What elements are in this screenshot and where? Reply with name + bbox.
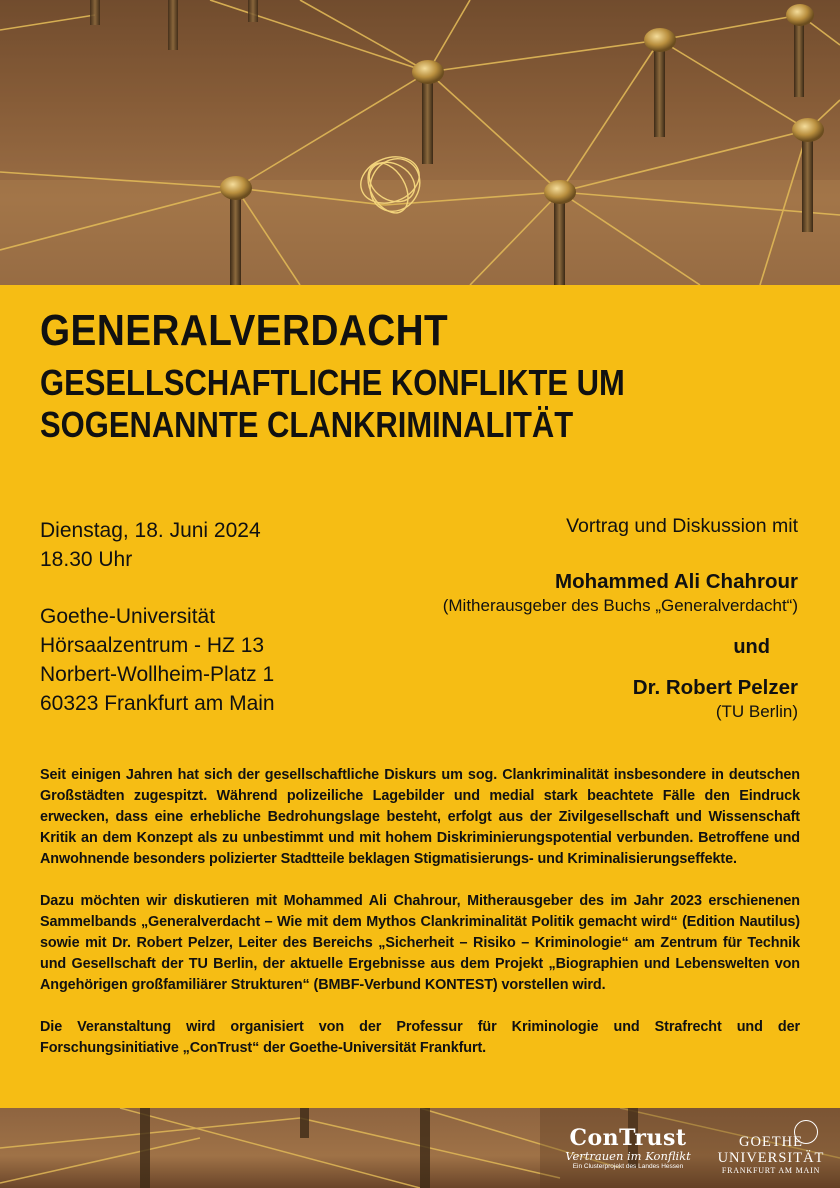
speaker-2-name: Dr. Robert Pelzer	[632, 676, 798, 699]
goethe-logo-line-3: FRANKFURT AM MAIN	[721, 1166, 821, 1175]
title-block	[40, 306, 820, 446]
venue-line: Norbert-Wollheim-Platz 1	[40, 663, 275, 686]
venue-line: Goethe-Universität	[40, 605, 216, 628]
description-paragraph-1: Seit einigen Jahren hat sich der gesellschaftliche Diskurs um sog. Clankriminalität insbesondere in deutschen Großstädten zugespitzt. Während polizeiliche Lagebilder und medial stark beachtete Fälle den Eindruck erwecken, dass eine erhebliche Bedrohungslage besteht, erfolgt aus der Zivilgesellschaft und Wissenschaft Kritik an dem Konzept als zu unbestimmt und mit hohem Diskriminierungspotential verbunden. Betroffene und Anwohnende besonders polizierter Stadtteile beklagen Stigmatisierungs- und Kriminalisierungseffekte.	[40, 767, 800, 867]
description	[40, 765, 800, 1080]
goethe-logo-line-2: UNIVERSITÄT	[717, 1150, 825, 1166]
speakers	[338, 513, 798, 723]
page-subtitle-line-2: SOGENANNTE CLANKRIMINALITÄT	[40, 404, 574, 445]
contrust-logo-subline: Ein Clusterprojekt des Landes Hessen	[572, 1163, 684, 1170]
speaker-1-name: Mohammed Ali Chahrour	[555, 570, 798, 593]
page-title: GENERALVERDACHT	[40, 306, 449, 355]
contrust-logo-tagline: Vertrauen im Konflikt	[565, 1149, 691, 1163]
goethe-portrait-icon	[794, 1120, 818, 1144]
contrust-logo-name: ConTrust	[569, 1125, 687, 1151]
speakers-intro: Vortrag und Diskussion mit	[566, 515, 798, 537]
goethe-university-logo	[712, 1120, 830, 1180]
speaker-2-role: (TU Berlin)	[715, 702, 798, 721]
description-paragraph-3: Die Veranstaltung wird organisiert von der Professur für Kriminologie und Strafrecht und der Forschungsinitiative „ConTrust“ der Goethe-Universität Frankfurt.	[40, 1019, 800, 1056]
speakers-connector: und	[733, 636, 770, 658]
event-time: 18.30 Uhr	[40, 548, 133, 571]
speaker-1-role: (Mitherausgeber des Buchs „Generalverdacht“)	[442, 596, 798, 615]
description-paragraph-2: Dazu möchten wir diskutieren mit Mohammed Ali Chahrour, Mitherausgeber des im Jahr 2023 erschienenen Sammelbands „Generalverdacht – Wie mit dem Mythos Clankriminalität Politik gemacht wird“ (Edition Nautilus) sowie mit Dr. Robert Pelzer, Leiter des Bereichs „Sicherheit – Risiko – Kriminologie“ am Zentrum für Technik und Gesellschaft der TU Berlin, der aktuelle Ergebnisse aus dem Projekt „Biographien und Lebenswelten von Angehörigen großfamiliärer Strukturen“ (BMBF-Verbund KONTEST) vorstellen wird.	[40, 893, 800, 993]
page-subtitle-line-1: GESELLSCHAFTLICHE KONFLIKTE UM	[40, 362, 625, 403]
contrust-logo	[565, 1126, 691, 1180]
goethe-logo-line-1: GOETHE	[739, 1134, 803, 1150]
event-date: Dienstag, 18. Juni 2024	[40, 519, 261, 542]
event-details	[40, 516, 370, 718]
venue-line: Hörsaalzentrum - HZ 13	[40, 634, 265, 657]
venue-line: 60323 Frankfurt am Main	[40, 692, 275, 715]
header-photo-network-pins	[0, 0, 840, 285]
